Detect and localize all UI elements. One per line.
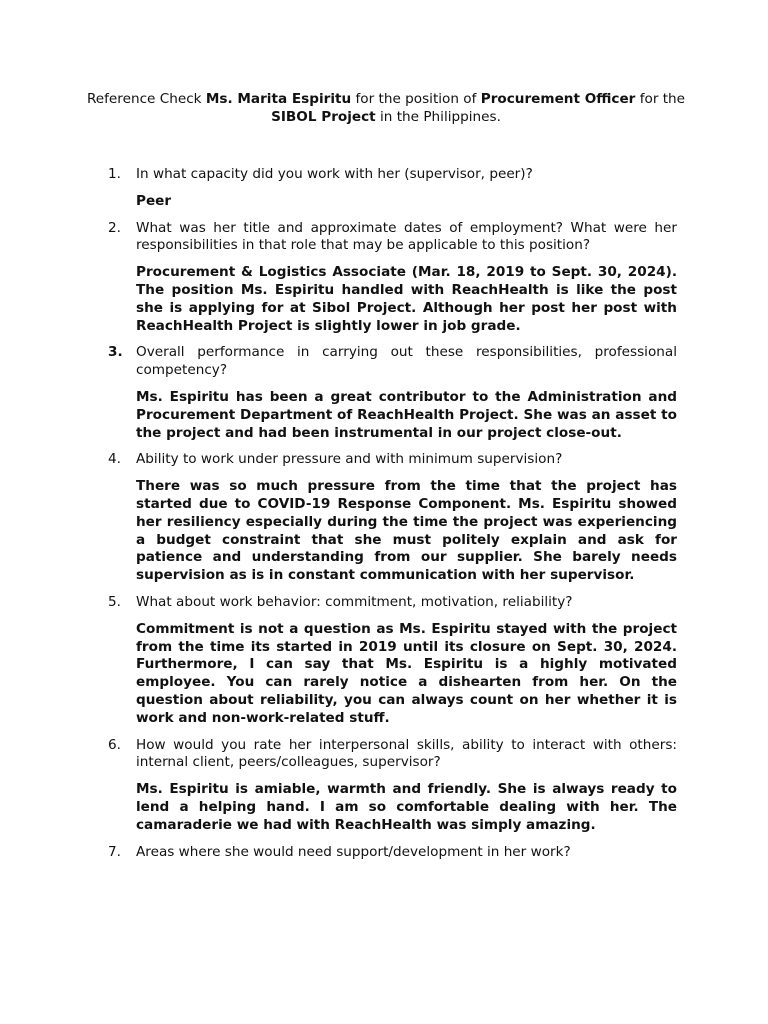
- question-text: In what capacity did you work with her (supervisor, peer)?: [136, 166, 533, 182]
- question-text: What was her title and approximate dates of employment? What were her responsibilities in that role that may be applicable to this position?: [136, 219, 677, 254]
- question-item-6: [108, 737, 677, 835]
- item-number: 4.: [108, 451, 121, 468]
- question-item-1: [108, 166, 677, 211]
- question-item-2: [108, 220, 677, 336]
- title-text: for the: [635, 91, 686, 107]
- item-number: 3.: [108, 344, 123, 361]
- question-text: Ability to work under pressure and with minimum supervision?: [136, 451, 563, 468]
- question-item-7: [108, 844, 677, 862]
- answer-text: Procurement & Logistics Associate (Mar. 18, 2019 to Sept. 30, 2024). The position Ms. Espiritu handled with ReachHealth is like the post she is applying for at Sibol Project. Although her post her post with ReachHealth Project is slightly lower in job grade.: [136, 264, 677, 334]
- title-text: in the Philippines.: [375, 108, 501, 125]
- item-number: 6.: [108, 736, 121, 753]
- answer-text: Commitment is not a question as Ms. Espiritu stayed with the project from the time its started in 2019 until its closure on Sept. 30, 2024. Furthermore, I can say that Ms. Espiritu is a highly motivated employee. You can rarely notice a dishearten from her. On the question about reliability, you can always count on her whether it is work and non-work-related stuff.: [136, 620, 677, 726]
- question-item-3: [108, 344, 677, 442]
- position-name: Procurement Officer: [480, 91, 636, 107]
- item-number: 7.: [108, 843, 121, 860]
- item-number: 2.: [108, 219, 121, 236]
- question-text: Areas where she would need support/development in her work?: [136, 843, 571, 860]
- answer-text: Ms. Espiritu has been a great contributor to the Administration and Procurement Department of ReachHealth Project. She was an asset to the project and had been instrumental in our project close-out.: [136, 388, 677, 441]
- answer-text: Peer: [136, 192, 172, 209]
- question-item-5: [108, 594, 677, 728]
- question-item-4: [108, 451, 677, 585]
- project-name: SIBOL Project: [271, 108, 376, 125]
- question-text: How would you rate her interpersonal skills, ability to interact with others: internal client, peers/colleagues, supervisor?: [136, 736, 677, 771]
- item-number: 1.: [108, 166, 121, 182]
- candidate-name: Ms. Marita Espiritu: [205, 91, 352, 107]
- question-text: Overall performance in carrying out these responsibilities, professional competency?: [136, 344, 677, 379]
- answer-text: Ms. Espiritu is amiable, warmth and friendly. She is always ready to lend a helping hand. I am so comfortable dealing with her. The camaraderie we had with ReachHealth was simply amazing.: [136, 781, 677, 833]
- question-text: What about work behavior: commitment, motivation, reliability?: [136, 593, 573, 610]
- answer-text: There was so much pressure from the time that the project has started due to COVID-19 Response Component. Ms. Espiritu showed her resiliency especially during the time the project was experiencing a budget constraint that she must politely explain and ask for patience and understanding from our supplier. She barely needs supervision as is in constant communication with her supervisor.: [136, 478, 677, 584]
- document-title: [86, 91, 686, 127]
- question-list: [108, 166, 677, 870]
- title-text: for the position of: [351, 91, 481, 107]
- item-number: 5.: [108, 593, 121, 610]
- title-text: Reference Check: [86, 91, 206, 107]
